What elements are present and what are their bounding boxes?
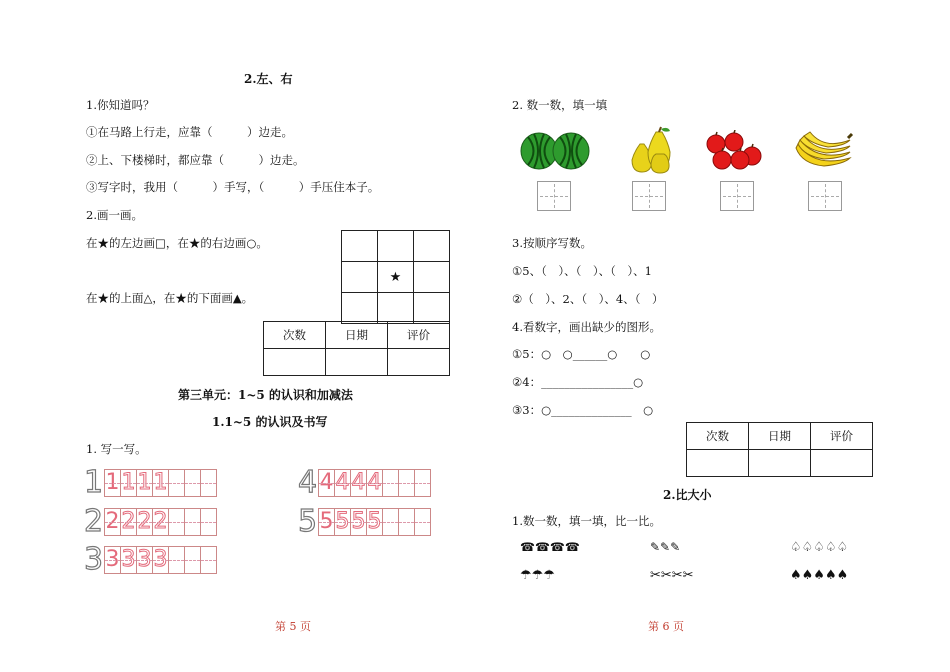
practice-cell[interactable] <box>415 469 431 497</box>
eval-header-date: 日期 <box>749 423 811 450</box>
eval-cell[interactable] <box>326 349 388 376</box>
grid-cell[interactable] <box>378 231 414 262</box>
grid-cell[interactable] <box>414 262 450 293</box>
practice-cell[interactable] <box>201 469 217 497</box>
practice-cell: 5 <box>367 509 382 534</box>
practice-cell: 3 <box>105 547 120 572</box>
evaluation-table-right <box>686 422 873 477</box>
practice-row-3 <box>84 542 217 577</box>
practice-cell: 1 <box>137 470 152 495</box>
eval-header-count: 次数 <box>687 423 749 450</box>
question-1-item-3: ③写字时，我用（ ）手写，（ ）手压住本子。 <box>86 180 380 194</box>
sequence-title: 3.按顺序写数。 <box>512 236 592 250</box>
question-1-item-2: ②上、下楼梯时，都应靠（ ）边走。 <box>86 153 305 167</box>
grid-cell[interactable] <box>378 293 414 324</box>
practice-cell[interactable] <box>399 508 415 536</box>
practice-cell: 3 <box>153 547 168 572</box>
practice-cell[interactable] <box>185 546 201 574</box>
practice-cell[interactable] <box>185 469 201 497</box>
scissors-icons: ✂✂✂✂ <box>650 568 694 583</box>
practice-cell: 2 <box>121 509 136 534</box>
page-number-left: 第 5 页 <box>275 620 311 633</box>
practice-cell: 2 <box>137 509 152 534</box>
eval-header-count: 次数 <box>264 322 326 349</box>
unit-title: 第三单元：1~5 的认识和加减法 <box>178 388 353 402</box>
grid-cell[interactable] <box>414 231 450 262</box>
practice-cell: 5 <box>351 509 366 534</box>
practice-cell: 4 <box>367 470 382 495</box>
practice-cell[interactable] <box>383 469 399 497</box>
practice-row-4 <box>298 465 431 500</box>
practice-cell[interactable] <box>185 508 201 536</box>
eval-cell[interactable] <box>388 349 450 376</box>
practice-cell[interactable] <box>169 546 185 574</box>
question-1-title: 1.你知道吗？ <box>86 98 155 112</box>
grid-cell[interactable] <box>342 262 378 293</box>
umbrella-icons: ☂☂☂ <box>520 568 555 583</box>
answer-box-watermelon[interactable] <box>537 181 571 211</box>
question-2-instruction-1: 在★的左边画□，在★的右边画○。 <box>86 236 268 250</box>
practice-cell: 5 <box>335 509 350 534</box>
question-2-instruction-2: 在★的上面△，在★的下面画▲。 <box>86 291 254 305</box>
question-2-title: 2.画一画。 <box>86 208 143 222</box>
practice-cell[interactable] <box>415 508 431 536</box>
missing-shapes-item-2: ②4：________________○ <box>512 375 644 389</box>
digit-sample: 2 <box>84 504 104 539</box>
count-fill-title: 2. 数一数，填一填 <box>512 98 608 112</box>
missing-shapes-title: 4.看数字，画出缺少的图形。 <box>512 320 661 334</box>
digit-sample: 5 <box>298 504 318 539</box>
eval-header-date: 日期 <box>326 322 388 349</box>
digit-sample: 4 <box>298 465 318 500</box>
digit-sample: 3 <box>84 542 104 577</box>
eval-header-rating: 评价 <box>811 423 873 450</box>
missing-shapes-item-1: ①5：○ ○______○ ○ <box>512 347 651 361</box>
pencil-icons: ✎✎✎ <box>650 540 681 554</box>
eval-cell[interactable] <box>687 450 749 477</box>
watermelon-image <box>518 127 592 171</box>
practice-row-2 <box>84 504 217 539</box>
grid-star-cell: ★ <box>378 262 414 293</box>
practice-cell: 2 <box>153 509 168 534</box>
practice-cell: 1 <box>121 470 136 495</box>
write-title: 1. 写一写。 <box>86 442 147 456</box>
practice-cell: 4 <box>335 470 350 495</box>
answer-box-banana[interactable] <box>808 181 842 211</box>
eval-cell[interactable] <box>264 349 326 376</box>
practice-cell[interactable] <box>383 508 399 536</box>
practice-cell[interactable] <box>169 469 185 497</box>
grid-cell[interactable] <box>342 231 378 262</box>
practice-row-5 <box>298 504 431 539</box>
eval-header-rating: 评价 <box>388 322 450 349</box>
spade-filled-icons: ♠♠♠♠♠ <box>790 568 849 583</box>
practice-row-1 <box>84 465 217 500</box>
lesson-title-left-right: 2.左、右 <box>244 72 293 86</box>
grid-cell[interactable] <box>342 293 378 324</box>
evaluation-table-left <box>263 321 450 376</box>
question-1-item-1: ①在马路上行走，应靠（ ）边走。 <box>86 125 293 139</box>
compare-lesson-title: 2.比大小 <box>663 488 712 502</box>
practice-cell: 5 <box>319 509 334 534</box>
drawing-grid <box>341 230 450 324</box>
practice-cell[interactable] <box>399 469 415 497</box>
practice-cell[interactable] <box>201 508 217 536</box>
practice-cell: 3 <box>137 547 152 572</box>
practice-cell: 1 <box>153 470 168 495</box>
compare-title: 1.数一数，填一填，比一比。 <box>512 514 661 528</box>
pear-image <box>626 126 678 174</box>
apple-image <box>704 130 766 172</box>
practice-cell: 3 <box>121 547 136 572</box>
practice-cell: 2 <box>105 509 120 534</box>
practice-cell: 4 <box>351 470 366 495</box>
digit-sample: 1 <box>84 465 104 500</box>
banana-image <box>794 128 854 174</box>
eval-cell[interactable] <box>749 450 811 477</box>
spade-outline-icons: ♤♤♤♤♤ <box>790 540 849 555</box>
answer-box-pear[interactable] <box>632 181 666 211</box>
sequence-item-1: ①5、（ ）、（ ）、（ ）、1 <box>512 264 652 278</box>
missing-shapes-item-3: ③3：○______________ ○ <box>512 403 654 417</box>
page-number-right: 第 6 页 <box>648 620 684 633</box>
practice-cell: 1 <box>105 470 120 495</box>
sequence-item-2: ②（ ）、2、（ ）、4、（ ） <box>512 292 664 306</box>
answer-box-apple[interactable] <box>720 181 754 211</box>
lesson-title-1-5: 1.1~5 的认识及书写 <box>212 415 328 429</box>
eval-cell[interactable] <box>811 450 873 477</box>
practice-cell[interactable] <box>201 546 217 574</box>
practice-cell: 4 <box>319 470 334 495</box>
practice-cell[interactable] <box>169 508 185 536</box>
telephone-icons: ☎☎☎☎ <box>520 540 580 554</box>
grid-cell[interactable] <box>414 293 450 324</box>
